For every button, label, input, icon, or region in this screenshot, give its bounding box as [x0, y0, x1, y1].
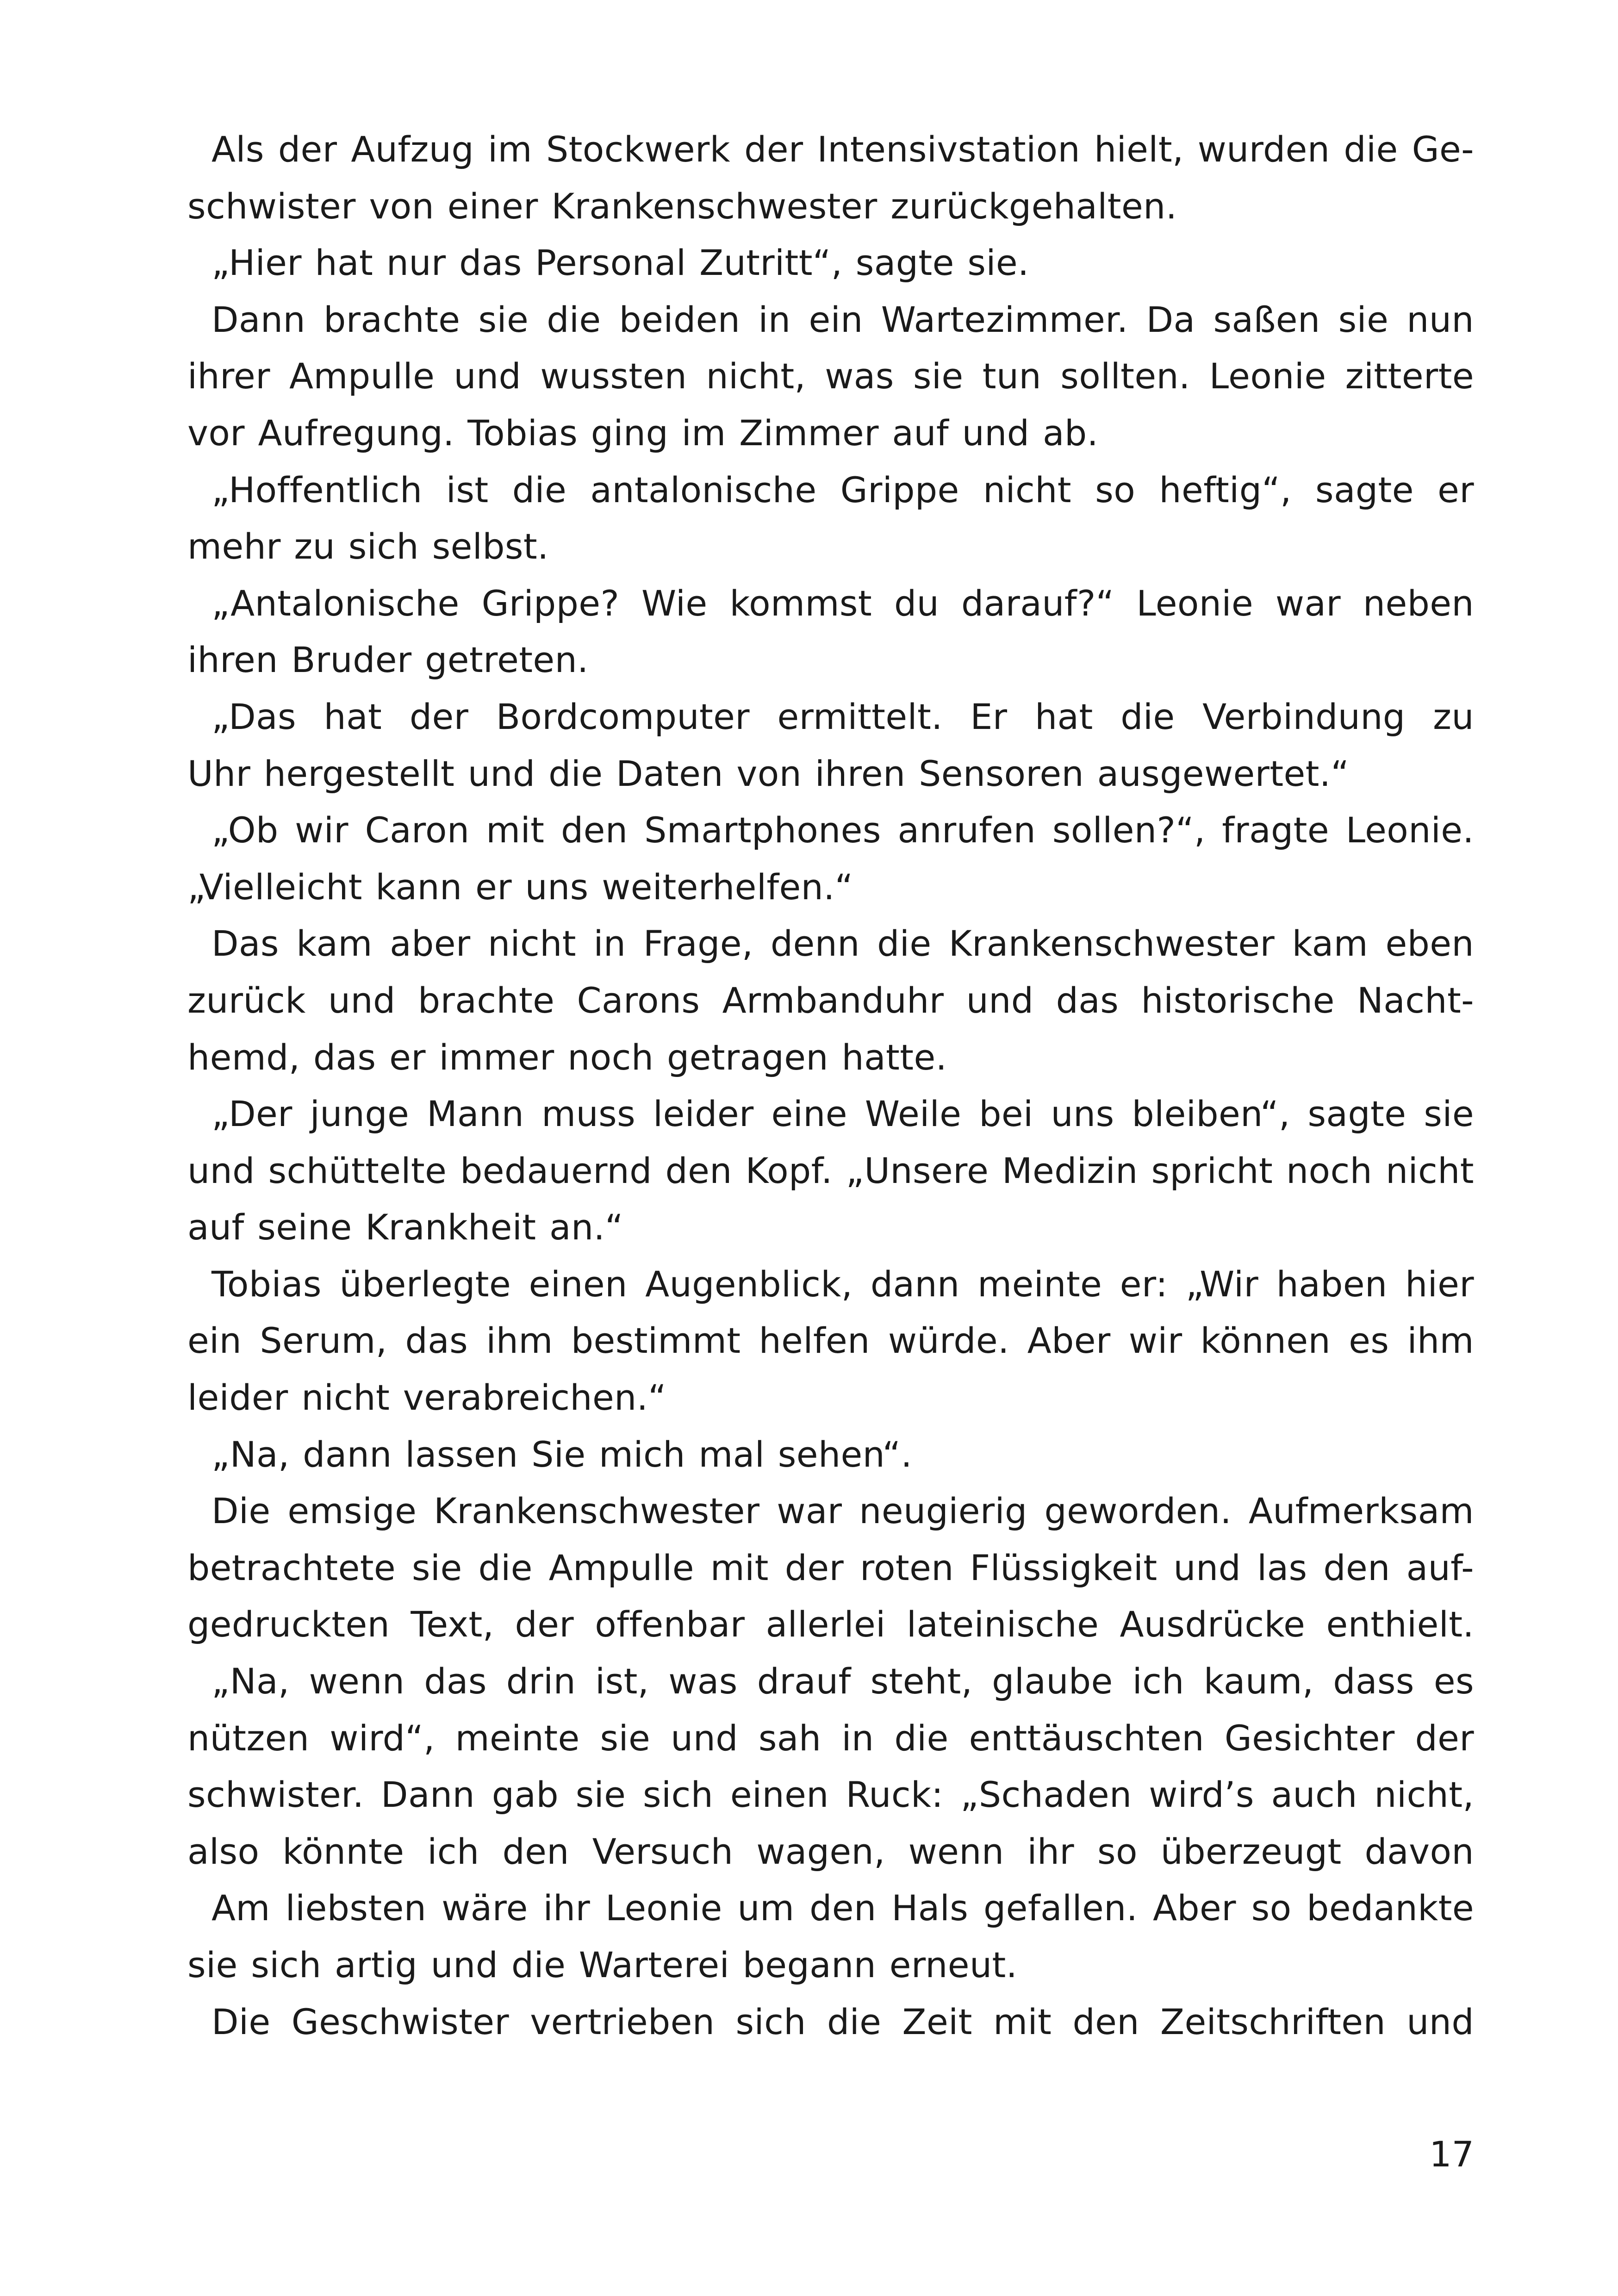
text-line: leider nicht verabreichen.“	[187, 1377, 667, 1419]
text-line: betrachtete sie die Ampulle mit der roten Flüssigkeit und las den auf-	[187, 1547, 1474, 1588]
text-line: Uhr hergestellt und die Daten von ihren Sensoren ausgewertet.“	[187, 753, 1350, 794]
text-line: ihrer Ampulle und wussten nicht, was sie tun sollten. Leonie zitterte	[187, 355, 1474, 397]
text-line: „Das hat der Bordcomputer ermittelt. Er hat die Verbindung zu	[212, 696, 1474, 737]
text-line: mehr zu sich selbst.	[187, 526, 549, 567]
text-line: zurück und brachte Carons Armbanduhr und das historische Nacht-	[187, 979, 1474, 1021]
text-line: und schüttelte bedauernd den Kopf. „Unsere Medizin spricht noch nicht	[187, 1150, 1474, 1191]
text-line: „Ob wir Caron mit den Smartphones anrufen sollen?“, fragte Leonie.	[212, 809, 1474, 851]
text-line: Tobias überlegte einen Augenblick, dann meinte er: „Wir haben hier	[212, 1263, 1474, 1305]
text-line: „Antalonische Grippe? Wie kommst du darauf?“ Leonie war neben	[212, 582, 1474, 624]
text-line: vor Aufregung. Tobias ging im Zimmer auf und ab.	[187, 412, 1099, 454]
text-line: schwister. Dann gab sie sich einen Ruck: „Schaden wird’s auch nicht,	[187, 1774, 1474, 1816]
text-line: also könnte ich den Versuch wagen, wenn ihr so überzeugt davon	[187, 1830, 1474, 1872]
text-line: auf seine Krankheit an.“	[187, 1207, 623, 1248]
text-line: Als der Aufzug im Stockwerk der Intensivstation hielt, wurden die Ge-	[212, 129, 1474, 170]
text-line: Das kam aber nicht in Frage, denn die Krankenschwester kam eben	[212, 923, 1474, 964]
page-number: 17	[1429, 2134, 1474, 2175]
text-line: „Hier hat nur das Personal Zutritt“, sagte sie.	[212, 242, 1029, 284]
text-line: Am liebsten wäre ihr Leonie um den Hals gefallen. Aber so bedankte	[212, 1887, 1474, 1929]
text-line: „Der junge Mann muss leider eine Weile bei uns bleiben“, sagte sie	[212, 1093, 1474, 1135]
text-line: ein Serum, das ihm bestimmt helfen würde. Aber wir können es ihm	[187, 1320, 1474, 1362]
text-line: „Na, wenn das drin ist, was drauf steht, glaube ich kaum, dass es	[212, 1661, 1474, 1702]
text-line: ihren Bruder getreten.	[187, 639, 589, 681]
body-text	[187, 121, 1474, 2050]
text-line: hemd, das er immer noch getragen hatte.	[187, 1036, 947, 1078]
text-line: nützen wird“, meinte sie und sah in die enttäuschten Gesichter der	[187, 1717, 1474, 1759]
text-line: schwister von einer Krankenschwester zurückgehalten.	[187, 185, 1177, 227]
text-line: „Vielleicht kann er uns weiterhelfen.“	[187, 866, 853, 908]
text-line: „Na, dann lassen Sie mich mal sehen“.	[212, 1433, 913, 1475]
text-line: Die Geschwister vertrieben sich die Zeit mit den Zeitschriften und	[212, 2001, 1474, 2042]
text-line: Dann brachte sie die beiden in ein Wartezimmer. Da saßen sie nun	[212, 299, 1474, 340]
text-line: Die emsige Krankenschwester war neugierig geworden. Aufmerksam	[212, 1490, 1474, 1532]
text-line: gedruckten Text, der offenbar allerlei lateinische Ausdrücke enthielt.	[187, 1604, 1474, 1645]
text-line: „Hoffentlich ist die antalonische Grippe nicht so heftig“, sagte er	[212, 469, 1474, 510]
text-line: sie sich artig und die Warterei begann erneut.	[187, 1944, 1018, 1985]
